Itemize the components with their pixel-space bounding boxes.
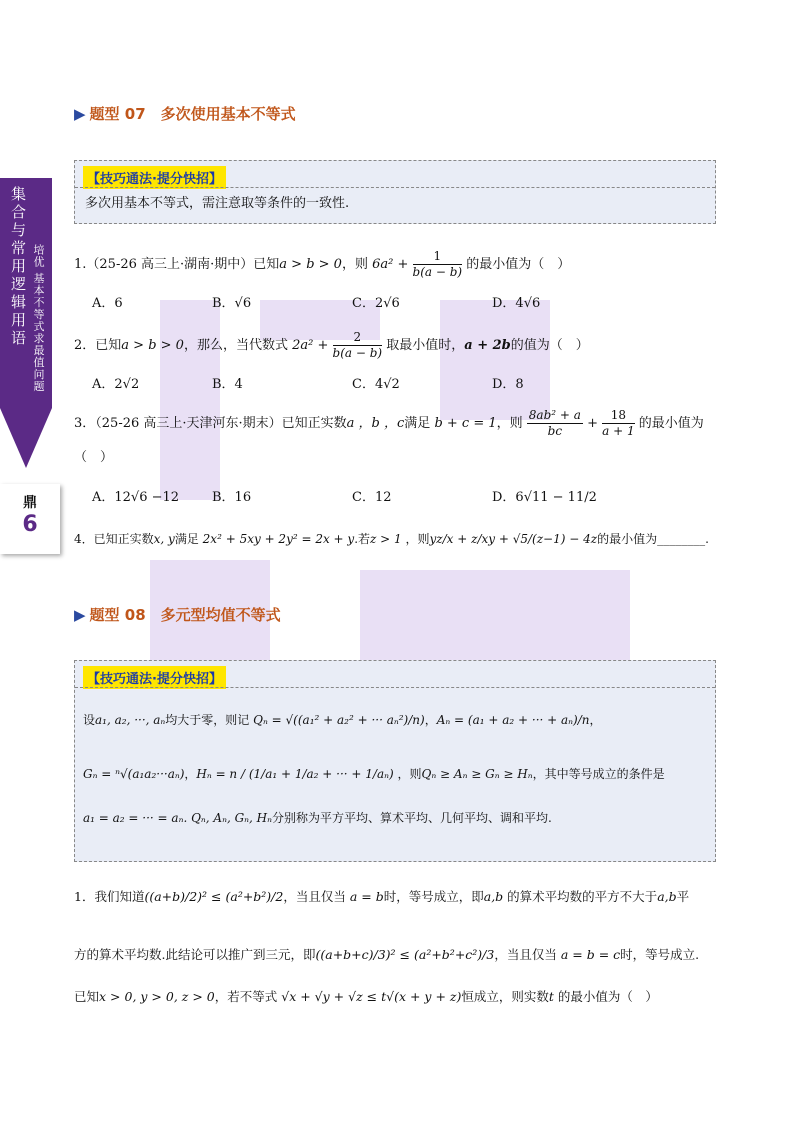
section-heading: ▶ 题型 08 多元型均值不等式 bbox=[74, 606, 281, 624]
option: C．2√6 bbox=[352, 296, 400, 311]
option: B．√6 bbox=[212, 296, 252, 311]
question-1: 1.（25-26 高三上·湖南·期中）已知a > b > 0，则 6a² + $\frac{1}{b(a - b)}$ 的最小值为（ ） bbox=[74, 249, 571, 279]
logo: 鼎 bbox=[23, 495, 37, 511]
option: B．16 bbox=[212, 490, 252, 505]
tip-box bbox=[74, 660, 716, 862]
option: C．4√2 bbox=[352, 377, 400, 392]
page-number: 6 bbox=[22, 512, 38, 537]
question-2: 2．已知a > b > 0，那么，当代数式 2a² + $\frac{2}{b(a - b)}$ 取最小值时，a + 2b的值为（ ） bbox=[74, 330, 589, 360]
question-5-line-3: 已知x > 0, y > 0, z > 0，若不等式 √x + √y + √z ≤ t√(x + y + z)恒成立，则实数t 的最小值为（ ） bbox=[74, 989, 658, 1004]
answer-paren: （ ） bbox=[74, 450, 114, 465]
option: D．8 bbox=[492, 377, 524, 392]
chapter-title: 集合与常用逻辑用语 bbox=[9, 186, 27, 348]
topic-title: 培优 基本不等式求最值问题 bbox=[32, 244, 45, 393]
arrow-icon: ▶ bbox=[74, 105, 86, 123]
question-3: 3．（25-26 高三上·天津河东·期末）已知正实数a ，b ，c满足 b + c = 1，则 $\frac{\text{8ab² + a}}{bc}$ + $\frac{18}{a + 1}$ 的最小值为 bbox=[74, 408, 704, 438]
option: B．4 bbox=[212, 377, 243, 392]
tip-line-1: 设a₁, a₂, ···, aₙ均大于零，则记 Qₙ = √((a₁² + a₂² + ··· aₙ²)/n)，Aₙ = (a₁ + a₂ + ··· + aₙ)/n， bbox=[83, 713, 602, 727]
page-number-box bbox=[0, 484, 60, 554]
section-heading: ▶ 题型 07 多次使用基本不等式 bbox=[74, 105, 296, 123]
option: A．2√2 bbox=[92, 377, 140, 392]
tip-box bbox=[74, 160, 716, 224]
option: C．12 bbox=[352, 490, 392, 505]
tip-label: 【技巧通法·提分快招】 bbox=[83, 166, 226, 189]
option: D．4√6 bbox=[492, 296, 541, 311]
tip-line-3: a₁ = a₂ = ··· = aₙ. Qₙ, Aₙ, Gₙ, Hₙ分别称为平方平均、算术平均、几何平均、调和平均. bbox=[83, 811, 552, 825]
question-4: 4．已知正实数x, y满足 2x² + 5xy + 2y² = 2x + y.若z > 1 ，则yz/x + z/xy + √5/(z−1) − 4z的最小值为________. bbox=[74, 532, 709, 546]
divider bbox=[75, 687, 715, 688]
arrow-icon: ▶ bbox=[74, 606, 86, 624]
tip-label: 【技巧通法·提分快招】 bbox=[83, 666, 226, 689]
question-5-line-1: 1．我们知道((a+b)/2)² ≤ (a²+b²)/2，当且仅当 a = b时，等号成立，即a,b 的算术平均数的平方不大于a,b平 bbox=[74, 889, 690, 904]
divider bbox=[75, 187, 715, 188]
tip-text: 多次用基本不等式，需注意取等条件的一致性. bbox=[85, 196, 350, 211]
option: A．6 bbox=[92, 296, 123, 311]
tip-line-2: Gₙ = ⁿ√(a₁a₂···aₙ)，Hₙ = n / (1/a₁ + 1/a₂ + ··· + 1/aₙ) ，则Qₙ ≥ Aₙ ≥ Gₙ ≥ Hₙ，其中等号成立的条件是 bbox=[83, 767, 665, 781]
option: A．12√6 −12 bbox=[92, 490, 180, 505]
question-5-line-2: 方的算术平均数.此结论可以推广到三元，即((a+b+c)/3)² ≤ (a²+b²+c²)/3，当且仅当 a = b = c时，等号成立. bbox=[74, 947, 700, 962]
option: D．6√11 − 11/2 bbox=[492, 490, 597, 505]
